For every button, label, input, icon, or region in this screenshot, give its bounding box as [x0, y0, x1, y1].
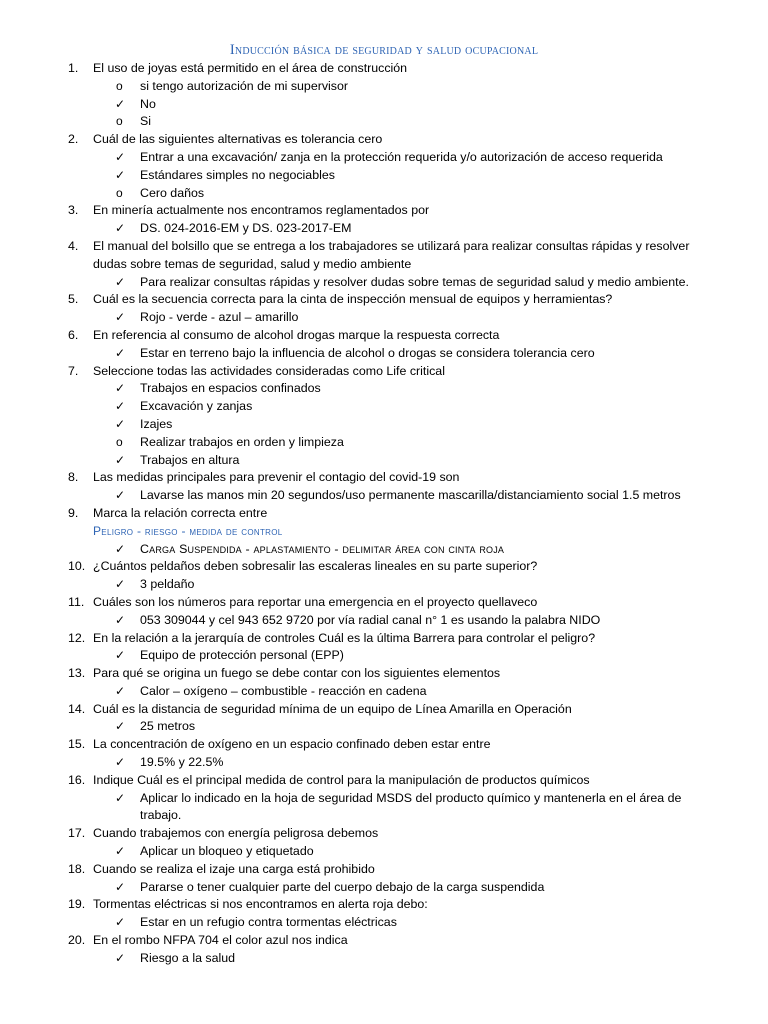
question-13 [0, 665, 768, 683]
question-number: 2. [68, 132, 79, 147]
answer-option [0, 718, 768, 736]
question-15 [0, 736, 768, 754]
answer-option [0, 167, 768, 185]
question-list [0, 60, 768, 968]
answer-option [0, 96, 768, 114]
text-span: Rojo - verde - azul – amarillo [140, 310, 299, 325]
checkmark-icon: ✓ [115, 274, 126, 289]
checkmark-icon: ✓ [115, 345, 126, 360]
question-7 [0, 363, 768, 381]
checkmark-icon: ✓ [115, 879, 126, 894]
text-span: ¿Cuántos peldaños deben sobresalir las escaleras lineales en su parte superior? [93, 559, 538, 574]
question-9 [0, 505, 768, 523]
text-span: Pararse o tener cualquier parte del cuerpo debajo de la carga suspendida [140, 879, 545, 894]
answer-option [0, 434, 768, 452]
answer-option [0, 185, 768, 203]
checkmark-icon: ✓ [115, 648, 126, 663]
question-3 [0, 202, 768, 220]
question-number: 4. [68, 238, 79, 253]
question-1 [0, 60, 768, 78]
question-10 [0, 558, 768, 576]
circle-bullet-icon: o [116, 78, 123, 93]
document-title: Inducción básica de seguridad y salud ocupacional [229, 42, 539, 58]
text-span: Cuál es la secuencia correcta para la cinta de inspección mensual de equipos y herramientas? [93, 292, 613, 307]
question-number: 17. [68, 826, 86, 841]
text-span: 25 metros [140, 719, 196, 734]
text-span: En referencia al consumo de alcohol drogas marque la respuesta correcta [93, 327, 500, 342]
text-span: DS. 024-2016-EM y DS. 023-2017-EM [140, 221, 352, 236]
checkmark-icon: ✓ [115, 149, 126, 164]
checkmark-icon: ✓ [115, 915, 126, 930]
question-16 [0, 772, 768, 790]
text-span: Para qué se origina un fuego se debe contar con los siguientes elementos [93, 666, 501, 681]
question-18 [0, 861, 768, 879]
question-number: 15. [68, 737, 86, 752]
question-number: 20. [68, 933, 86, 948]
checkmark-icon: ✓ [115, 950, 126, 965]
checkmark-icon: ✓ [115, 310, 126, 325]
answer-option [0, 274, 768, 292]
text-span: Para realizar consultas rápidas y resolver dudas sobre temas de seguridad salud y medio ambiente. [140, 274, 689, 289]
question-number: 10. [68, 559, 86, 574]
checkmark-icon: ✓ [115, 577, 126, 592]
answer-option [0, 683, 768, 701]
checkmark-icon: ✓ [115, 452, 126, 467]
answer-option [0, 309, 768, 327]
text-span: Aplicar lo indicado en la hoja de seguridad MSDS del producto químico y mantenerla en el área de [140, 790, 682, 805]
text-span: Cero daños [140, 185, 205, 200]
question-5 [0, 291, 768, 309]
text-span: Cuando trabajemos con energía peligrosa debemos [93, 826, 379, 841]
checkmark-icon: ✓ [115, 221, 126, 236]
answer-option [0, 113, 768, 131]
text-span: Indique Cuál es el principal medida de control para la manipulación de productos químicos [93, 772, 590, 787]
text-span: Lavarse las manos min 20 segundos/uso permanente mascarilla/distanciamiento social 1.5 metros [140, 488, 681, 503]
text-span: si tengo autorización de mi supervisor [140, 78, 348, 93]
checkmark-icon: ✓ [115, 381, 126, 396]
text-span: Carga Suspendida - aplastamiento - delimitar área con cinta roja [140, 541, 505, 556]
text-span: No [140, 96, 156, 111]
text-span: El uso de joyas está permitido en el área de construcción [93, 61, 408, 75]
text-span: Cuál es la distancia de seguridad mínima de un equipo de Línea Amarilla en Operación [93, 701, 572, 716]
question-number: 19. [68, 897, 86, 912]
answer-option [0, 914, 768, 932]
answer-option [0, 950, 768, 968]
text-span: Estándares simples no negociables [140, 167, 335, 182]
question-number: 13. [68, 666, 86, 681]
answer-option [0, 345, 768, 363]
question-14 [0, 701, 768, 719]
question-number: 18. [68, 861, 86, 876]
checkmark-icon: ✓ [115, 755, 126, 770]
checkmark-icon: ✓ [115, 167, 126, 182]
question-4-continued [0, 256, 768, 274]
checkmark-icon: ✓ [115, 790, 126, 805]
question-17 [0, 825, 768, 843]
answer-option [0, 78, 768, 96]
text-span: Tormentas eléctricas si nos encontramos en alerta roja debo: [93, 897, 428, 912]
text-span: Excavación y zanjas [140, 399, 253, 414]
answer-option [0, 149, 768, 167]
text-span: Izajes [140, 416, 173, 431]
text-span: Marca la relación correcta entre [93, 505, 268, 520]
checkmark-icon: ✓ [115, 488, 126, 503]
checkmark-icon: ✓ [115, 399, 126, 414]
answer-option [0, 220, 768, 238]
text-span: El manual del bolsillo que se entrega a los trabajadores se utilizará para realizar consultas rápidas y resolver [93, 238, 690, 253]
circle-bullet-icon: o [116, 185, 123, 200]
question-number: 12. [68, 630, 86, 645]
question-number: 6. [68, 327, 79, 342]
checkmark-icon: ✓ [115, 416, 126, 431]
text-span: Cuál de las siguientes alternativas es tolerancia cero [93, 132, 383, 147]
text-span: trabajo. [140, 808, 182, 823]
text-span: 053 309044 y cel 943 652 9720 por vía radial canal n° 1 es usando la palabra NIDO [140, 612, 601, 627]
text-span: Las medidas principales para prevenir el contagio del covid-19 son [93, 470, 460, 485]
text-span: Estar en un refugio contra tormentas eléctricas [140, 915, 397, 930]
answer-option [0, 398, 768, 416]
text-span: dudas sobre temas de seguridad, salud y medio ambiente [93, 256, 412, 271]
question-4 [0, 238, 768, 256]
checkmark-icon: ✓ [115, 96, 126, 111]
answer-option [0, 790, 768, 808]
question-12 [0, 630, 768, 648]
checkmark-icon: ✓ [115, 844, 126, 859]
answer-option [0, 647, 768, 665]
question-number: 5. [68, 292, 79, 307]
checkmark-icon: ✓ [115, 541, 126, 556]
question-number: 14. [68, 701, 86, 716]
question-8 [0, 469, 768, 487]
text-span: Cuando se realiza el izaje una carga está prohibido [93, 861, 375, 876]
answer-option [0, 541, 768, 559]
text-span: 3 peldaño [140, 577, 195, 592]
text-span: 19.5% y 22.5% [140, 755, 224, 770]
text-span: Entrar a una excavación/ zanja en la protección requerida y/o autorización de acceso requerida [140, 149, 663, 164]
question-number: 1. [68, 61, 79, 75]
question-number: 9. [68, 505, 79, 520]
question-number: 16. [68, 772, 86, 787]
question-number: 11. [68, 594, 85, 609]
answer-option [0, 576, 768, 594]
answer-option [0, 452, 768, 470]
checkmark-icon: ✓ [115, 683, 126, 698]
answer-option [0, 879, 768, 897]
answer-option [0, 487, 768, 505]
question-number: 3. [68, 203, 79, 218]
answer-option [0, 380, 768, 398]
question-6 [0, 327, 768, 345]
answer-option [0, 416, 768, 434]
answer-option [0, 754, 768, 772]
text-span: Calor – oxígeno – combustible - reacción en cadena [140, 683, 427, 698]
text-span: En minería actualmente nos encontramos reglamentados por [93, 203, 430, 218]
checkmark-icon: ✓ [115, 719, 126, 734]
answer-option [0, 612, 768, 630]
text-span: Si [140, 114, 152, 129]
text-span: Trabajos en espacios confinados [140, 381, 321, 396]
question-number: 8. [68, 470, 79, 485]
text-span: Seleccione todas las actividades consideradas como Life critical [93, 363, 445, 378]
question-11 [0, 594, 768, 612]
text-span: Cuáles son los números para reportar una emergencia en el proyecto quellaveco [93, 594, 538, 609]
text-span: En la relación a la jerarquía de controles Cuál es la última Barrera para controlar el peligro? [93, 630, 596, 645]
text-span: Trabajos en altura [140, 452, 240, 467]
checkmark-icon: ✓ [115, 612, 126, 627]
question-20 [0, 932, 768, 950]
circle-bullet-icon: o [116, 114, 123, 129]
text-span: Estar en terreno bajo la influencia de alcohol o drogas se considera tolerancia cero [140, 345, 595, 360]
text-span: Aplicar un bloqueo y etiquetado [140, 844, 314, 859]
text-span: Equipo de protección personal (EPP) [140, 648, 344, 663]
text-span: La concentración de oxígeno en un espacio confinado deben estar entre [93, 737, 491, 752]
question-number: 7. [68, 363, 79, 378]
circle-bullet-icon: o [116, 434, 123, 449]
answer-option [0, 843, 768, 861]
text-span: Riesgo a la salud [140, 950, 236, 965]
answer-option-continued [0, 807, 768, 825]
question-2 [0, 131, 768, 149]
question-9-subheading: Peligro - riesgo - medida de control [93, 523, 283, 538]
text-span: Realizar trabajos en orden y limpieza [140, 434, 344, 449]
question-19 [0, 896, 768, 914]
text-span: En el rombo NFPA 704 el color azul nos indica [93, 933, 348, 948]
